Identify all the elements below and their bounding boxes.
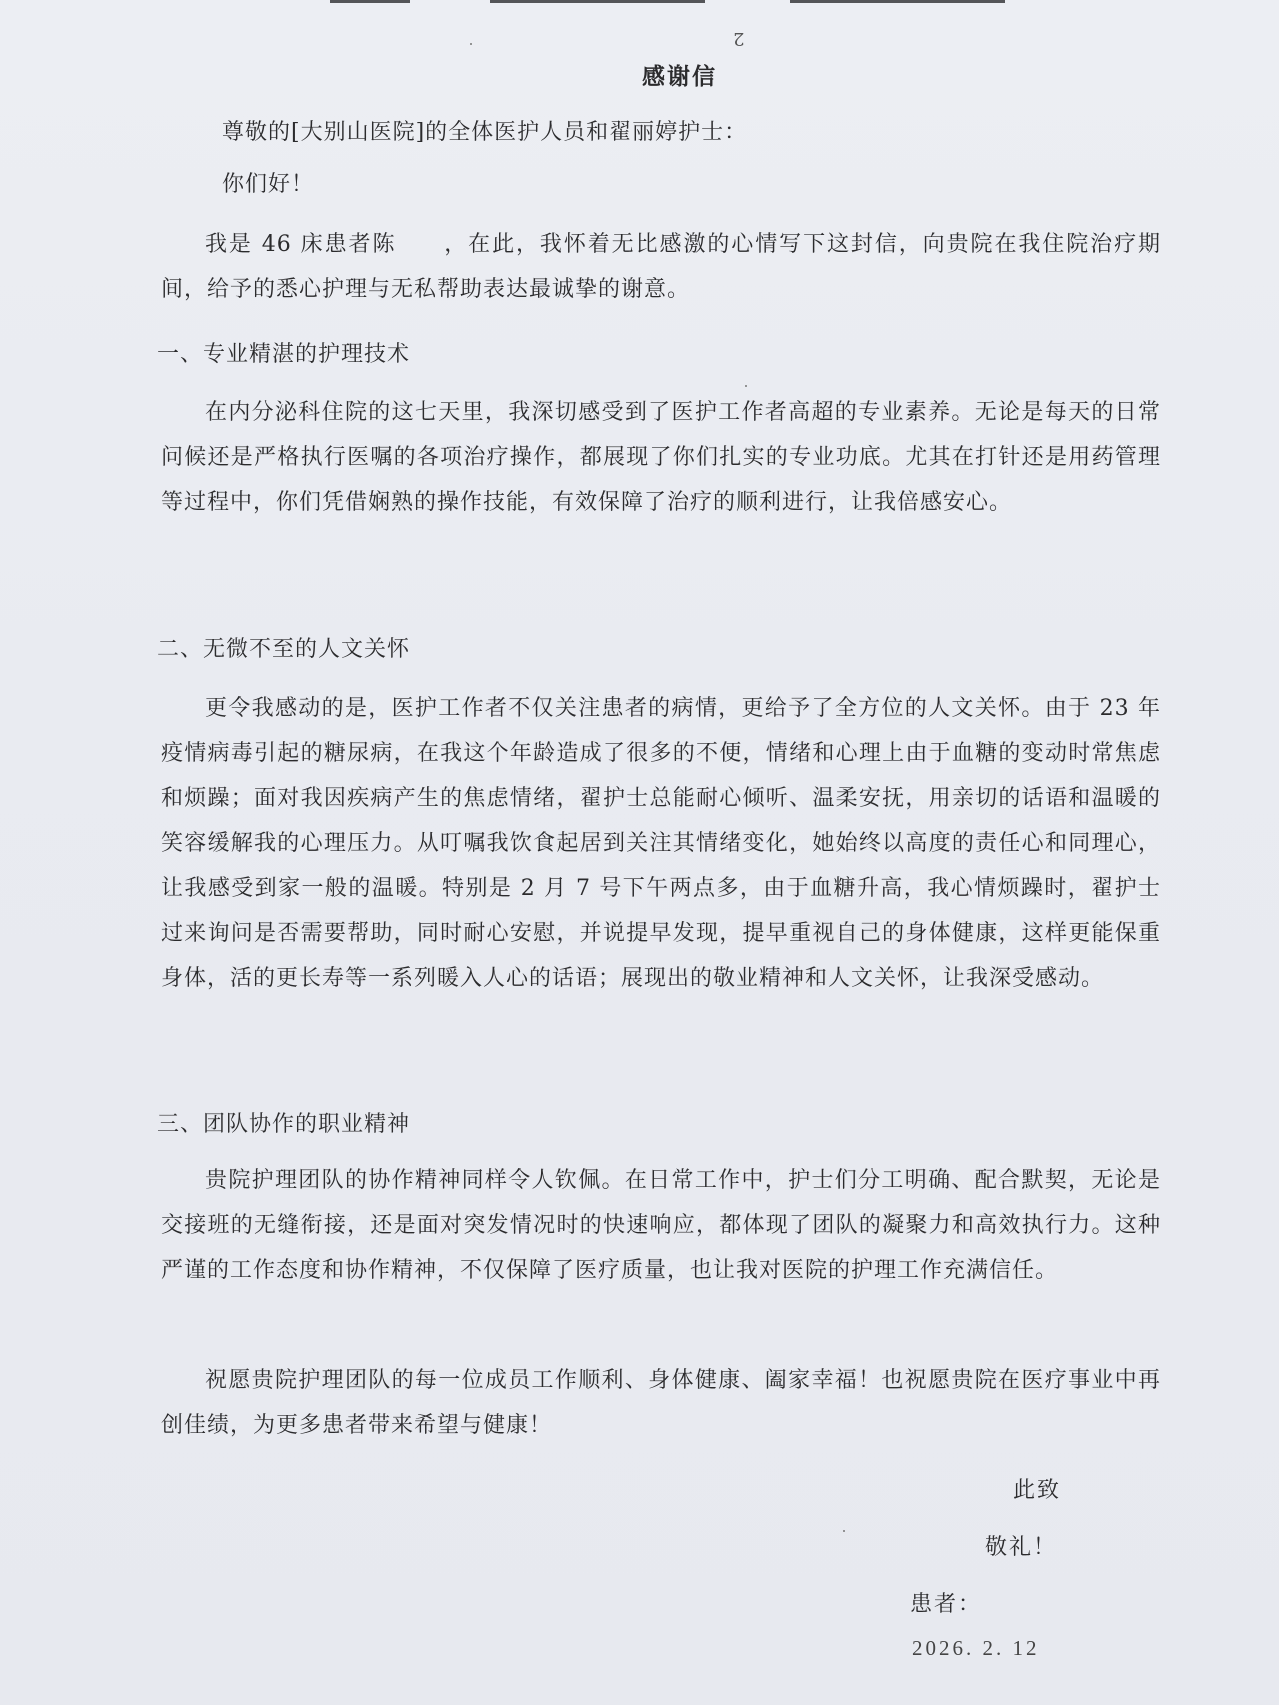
- wishes-paragraph: 祝愿贵院护理团队的每一位成员工作顺利、身体健康、阖家幸福！也祝愿贵院在医疗事业中再创佳绩，为更多患者带来希望与健康！: [161, 1368, 1161, 1438]
- scan-speck: [745, 385, 747, 387]
- section-body-3: 贵院护理团队的协作精神同样令人钦佩。在日常工作中，护士们分工明确、配合默契，无论是交接班的无缝衔接，还是面对突发情况时的快速响应，都体现了团队的凝聚力和高效执行力。这种严谨的工作态度和协作精神，不仅保障了医疗质量，也让我对医院的护理工作充满信任。: [161, 1168, 1161, 1283]
- section-heading-3: 三、团队协作的职业精神: [157, 1112, 411, 1137]
- section-heading-2: 二、无微不至的人文关怀: [157, 637, 411, 662]
- section-body-2: 更令我感动的是，医护工作者不仅关注患者的病情，更给予了全方位的人文关怀。由于 23 年疫情病毒引起的糖尿病，在我这个年龄造成了很多的不便，情绪和心理上由于血糖的变动时常焦虑和烦躁；面对我因疾病产生的焦虑情绪，翟护士总能耐心倾听、温柔安抚，用亲切的话语和温暖的笑容缓解我的心理压力。从叮嘱我饮食起居到关注其情绪变化，她始终以高度的责任心和同理心，让我感受到家一般的温暖。特别是 2 月 7 号下午两点多，由于血糖升高，我心情烦躁时，翟护士过来询问是否需要帮助，同时耐心安慰，并说提早发现，提早重视自己的身体健康，这样更能保重身体，活的更长寿等一系列暖入人心的话语；展现出的敬业精神和人文关怀，让我深受感动。: [161, 696, 1161, 991]
- salutation: 尊敬的[大别山医院]的全体医护人员和翟丽婷护士：: [222, 120, 748, 145]
- section-body-1: 在内分泌科住院的这七天里，我深切感受到了医护工作者高超的专业素养。无论是每天的日常问候还是严格执行医嘱的各项治疗操作，都展现了你们扎实的专业功底。尤其在打针还是用药管理等过程中，你们凭借娴熟的操作技能，有效保障了治疗的顺利进行，让我倍感安心。: [161, 400, 1161, 515]
- page-mark: 2: [733, 28, 745, 49]
- intro-paragraph: 我是 46 床患者陈 ，在此，我怀着无比感激的心情写下这封信，向贵院在我住院治疗期间，给予的悉心护理与无私帮助表达最诚挚的谢意。: [161, 232, 1161, 302]
- scan-top-edge: [0, 0, 1279, 6]
- letter-date: 2026. 2. 12: [912, 1636, 1040, 1660]
- closing-cizhi: 此致: [1013, 1478, 1062, 1503]
- closing-jingli: 敬礼！: [985, 1535, 1058, 1560]
- section-heading-1: 一、专业精湛的护理技术: [157, 342, 411, 367]
- signature-label: 患者：: [910, 1592, 983, 1617]
- letter-title: 感谢信: [642, 64, 717, 90]
- scan-speck: [470, 43, 472, 45]
- scan-speck: [843, 1530, 845, 1532]
- greeting: 你们好！: [222, 172, 315, 197]
